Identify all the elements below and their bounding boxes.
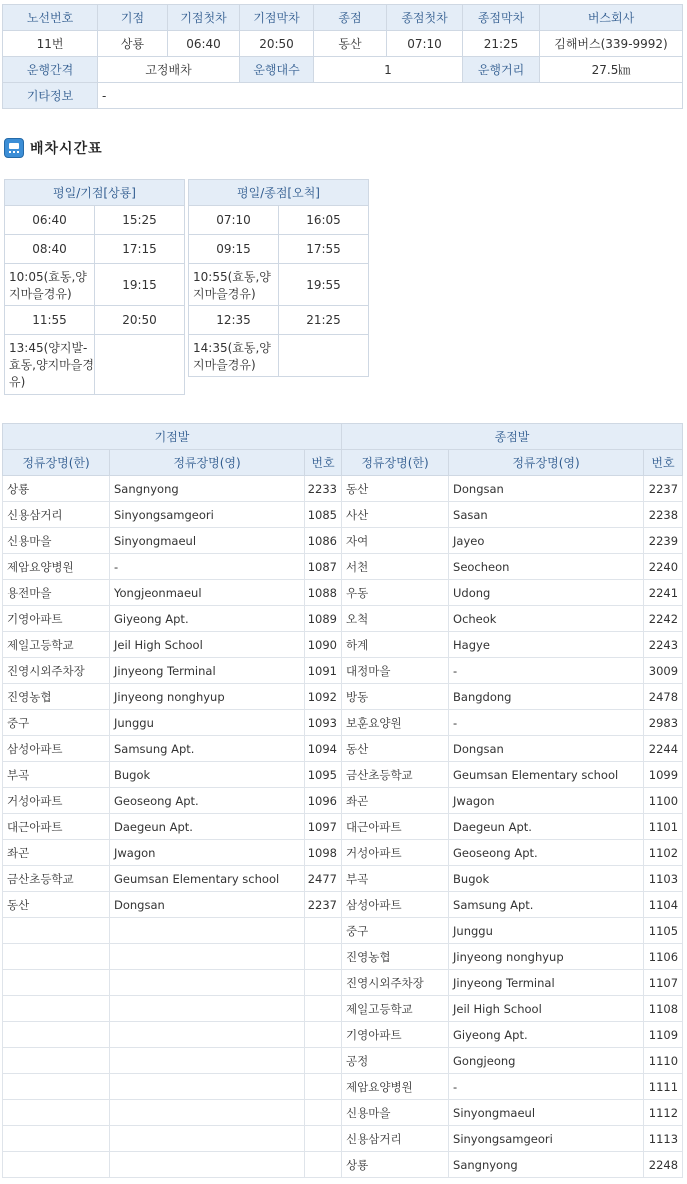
stop-name-en: Daegeun Apt. <box>110 814 305 840</box>
stop-name-kr: 동산 <box>342 736 449 762</box>
stop-number <box>305 1074 342 1100</box>
table-row <box>3 866 683 892</box>
departure-time: 19:55 <box>279 264 369 306</box>
timetable-row <box>189 264 369 306</box>
stops-table <box>2 423 683 1178</box>
stop-number: 1110 <box>644 1048 683 1074</box>
stop-number: 1097 <box>305 814 342 840</box>
table-row <box>3 762 683 788</box>
stop-number <box>305 1152 342 1178</box>
departure-time: 16:05 <box>279 206 369 235</box>
header-origin-last: 기점막차 <box>240 5 314 31</box>
stop-name-kr: 상룡 <box>342 1152 449 1178</box>
stop-name-kr <box>3 996 110 1022</box>
stop-name-en: Samsung Apt. <box>110 736 305 762</box>
stop-number <box>305 1126 342 1152</box>
timetable-row <box>189 206 369 235</box>
stop-number <box>305 1048 342 1074</box>
timetable-row <box>5 335 185 395</box>
stop-name-kr: 신용마을 <box>3 528 110 554</box>
stop-name-en: Jinyeong Terminal <box>110 658 305 684</box>
stop-name-en <box>110 970 305 996</box>
departure-time: 11:55 <box>5 306 95 335</box>
departure-time: 14:35(효동,양지마을경유) <box>189 335 279 377</box>
stop-name-en: - <box>110 554 305 580</box>
stop-number: 1100 <box>644 788 683 814</box>
stop-name-en: Jayeo <box>449 528 644 554</box>
origin-first: 06:40 <box>168 31 240 57</box>
table-row <box>3 814 683 840</box>
departure-time: 15:25 <box>95 206 185 235</box>
terminus-departures-header: 종점발 <box>342 424 683 450</box>
stop-number: 1089 <box>305 606 342 632</box>
stop-name-en: Jeil High School <box>449 996 644 1022</box>
stop-name-en: Geumsan Elementary school <box>449 762 644 788</box>
stop-name-kr: 자여 <box>342 528 449 554</box>
stop-number <box>305 1100 342 1126</box>
table-row <box>3 1074 683 1100</box>
section-title-text: 배차시간표 <box>30 141 103 157</box>
table-row <box>3 1126 683 1152</box>
etc-label: 기타정보 <box>3 83 98 109</box>
bus-company: 김해버스(339-9992) <box>540 31 683 57</box>
timetable-section-title <box>4 138 103 158</box>
stop-number <box>305 970 342 996</box>
departure-time: 06:40 <box>5 206 95 235</box>
stop-name-kr: 우동 <box>342 580 449 606</box>
vehicle-count-value: 1 <box>314 57 463 83</box>
stop-number: 1094 <box>305 736 342 762</box>
distance-value: 27.5㎞ <box>540 57 683 83</box>
timetable-row <box>189 306 369 335</box>
stop-number: 1091 <box>305 658 342 684</box>
stop-number: 2241 <box>644 580 683 606</box>
stop-name-en: Seocheon <box>449 554 644 580</box>
stop-number: 1109 <box>644 1022 683 1048</box>
header-terminus-first: 종점첫차 <box>387 5 463 31</box>
stop-name-en: Dongsan <box>449 736 644 762</box>
stop-number: 1088 <box>305 580 342 606</box>
stop-name-en: - <box>449 658 644 684</box>
timetable-row <box>5 306 185 335</box>
route-info-table <box>2 4 683 109</box>
stop-name-en <box>110 1126 305 1152</box>
stop-name-kr: 중구 <box>342 918 449 944</box>
departure-time <box>95 335 185 395</box>
stop-name-en: Hagye <box>449 632 644 658</box>
stop-number: 1085 <box>305 502 342 528</box>
stop-name-kr: 제암요양병원 <box>342 1074 449 1100</box>
table-row <box>3 528 683 554</box>
stop-number <box>305 1022 342 1048</box>
stop-name-kr: 용전마을 <box>3 580 110 606</box>
terminus: 동산 <box>314 31 387 57</box>
stop-name-kr: 부곡 <box>342 866 449 892</box>
table-row <box>3 840 683 866</box>
stop-number: 2239 <box>644 528 683 554</box>
stop-name-kr: 좌곤 <box>3 840 110 866</box>
interval-label: 운행간격 <box>3 57 98 83</box>
stop-name-en: Junggu <box>449 918 644 944</box>
stop-number: 1099 <box>644 762 683 788</box>
stop-name-en: Gongjeong <box>449 1048 644 1074</box>
header-route-number: 노선번호 <box>3 5 98 31</box>
timetable-terminus <box>188 179 369 377</box>
stop-number: 1107 <box>644 970 683 996</box>
stop-name-kr: 중구 <box>3 710 110 736</box>
stop-number: 1095 <box>305 762 342 788</box>
stop-name-kr: 동산 <box>342 476 449 502</box>
stop-number: 1113 <box>644 1126 683 1152</box>
stop-name-kr: 부곡 <box>3 762 110 788</box>
stop-name-en <box>110 1022 305 1048</box>
stop-name-kr: 거성아파트 <box>342 840 449 866</box>
stop-name-en <box>110 918 305 944</box>
table-row <box>3 944 683 970</box>
route-info-value-row <box>3 31 683 57</box>
stop-name-en: Ocheok <box>449 606 644 632</box>
stop-number: 1096 <box>305 788 342 814</box>
stop-name-kr <box>3 944 110 970</box>
stop-name-en: Jeil High School <box>110 632 305 658</box>
table-row <box>3 1048 683 1074</box>
stops-column-row <box>3 450 683 476</box>
stop-name-en: Dongsan <box>110 892 305 918</box>
stop-name-en: Sinyongmaeul <box>449 1100 644 1126</box>
stop-name-en: Bugok <box>110 762 305 788</box>
departure-time: 21:25 <box>279 306 369 335</box>
table-row <box>3 970 683 996</box>
departure-time: 10:05(효동,양지마을경유) <box>5 264 95 306</box>
stop-name-en: Sinyongsamgeori <box>449 1126 644 1152</box>
stop-name-en: Geumsan Elementary school <box>110 866 305 892</box>
stop-name-kr: 신용마을 <box>342 1100 449 1126</box>
header-terminus-last: 종점막차 <box>463 5 540 31</box>
table-row <box>3 632 683 658</box>
stop-name-kr: 진영농협 <box>342 944 449 970</box>
bus-icon <box>4 138 24 158</box>
stop-name-en: Udong <box>449 580 644 606</box>
stop-name-en: Jwagon <box>110 840 305 866</box>
interval-value: 고정배차 <box>98 57 240 83</box>
table-row <box>3 710 683 736</box>
timetable-row <box>5 264 185 306</box>
stop-name-en: Jinyeong Terminal <box>449 970 644 996</box>
stop-name-en: Jinyeong nonghyup <box>110 684 305 710</box>
stop-name-kr <box>3 1048 110 1074</box>
stop-number: 1087 <box>305 554 342 580</box>
stop-name-en: Jwagon <box>449 788 644 814</box>
stop-name-en: Bangdong <box>449 684 644 710</box>
stop-name-kr: 대정마을 <box>342 658 449 684</box>
column-stop-number: 번호 <box>305 450 342 476</box>
stop-name-kr: 신용삼거리 <box>342 1126 449 1152</box>
table-row <box>3 554 683 580</box>
stop-name-kr: 사산 <box>342 502 449 528</box>
stop-number: 1105 <box>644 918 683 944</box>
stop-name-en: - <box>449 710 644 736</box>
stop-number: 2238 <box>644 502 683 528</box>
table-row <box>3 502 683 528</box>
stop-name-kr <box>3 918 110 944</box>
stop-number <box>305 918 342 944</box>
departure-time: 19:15 <box>95 264 185 306</box>
origin: 상룡 <box>98 31 168 57</box>
stop-number: 1093 <box>305 710 342 736</box>
stop-name-kr <box>3 1100 110 1126</box>
stop-name-kr: 상룡 <box>3 476 110 502</box>
stop-number: 1102 <box>644 840 683 866</box>
header-terminus: 종점 <box>314 5 387 31</box>
stop-number <box>305 944 342 970</box>
stop-number: 2237 <box>644 476 683 502</box>
departure-time: 20:50 <box>95 306 185 335</box>
stop-name-en <box>110 996 305 1022</box>
stop-name-kr <box>3 1074 110 1100</box>
stop-name-en: Geoseong Apt. <box>110 788 305 814</box>
stop-name-en: Yongjeonmaeul <box>110 580 305 606</box>
timetable-origin-title: 평일/기점[상룡] <box>5 180 185 206</box>
departure-time: 12:35 <box>189 306 279 335</box>
departure-time: 17:15 <box>95 235 185 264</box>
stop-name-kr: 하계 <box>342 632 449 658</box>
departure-time <box>279 335 369 377</box>
stop-name-kr <box>3 1126 110 1152</box>
stop-name-en: Geoseong Apt. <box>449 840 644 866</box>
stop-name-en: Giyeong Apt. <box>110 606 305 632</box>
column-stop-name-kr: 정류장명(한) <box>342 450 449 476</box>
stop-name-kr: 삼성아파트 <box>3 736 110 762</box>
route-info-ops-row <box>3 57 683 83</box>
timetable-row <box>5 235 185 264</box>
stop-name-kr: 오척 <box>342 606 449 632</box>
origin-departures-header: 기점발 <box>3 424 342 450</box>
stop-number: 1106 <box>644 944 683 970</box>
stop-name-en: Samsung Apt. <box>449 892 644 918</box>
stop-name-kr: 진영시외주차장 <box>3 658 110 684</box>
stop-name-en: - <box>449 1074 644 1100</box>
column-stop-name-kr: 정류장명(한) <box>3 450 110 476</box>
stop-number: 1101 <box>644 814 683 840</box>
stop-number: 1092 <box>305 684 342 710</box>
distance-label: 운행거리 <box>463 57 540 83</box>
stop-number: 2240 <box>644 554 683 580</box>
stop-name-kr: 대근아파트 <box>3 814 110 840</box>
stop-number: 2243 <box>644 632 683 658</box>
stop-number: 2477 <box>305 866 342 892</box>
stop-number: 1086 <box>305 528 342 554</box>
timetable-row <box>5 206 185 235</box>
stop-name-en: Sinyongsamgeori <box>110 502 305 528</box>
stop-number: 1098 <box>305 840 342 866</box>
stop-name-kr: 금산초등학교 <box>3 866 110 892</box>
stop-number: 1108 <box>644 996 683 1022</box>
stop-number: 1112 <box>644 1100 683 1126</box>
departure-time: 09:15 <box>189 235 279 264</box>
stop-name-en: Sinyongmaeul <box>110 528 305 554</box>
stop-number: 2233 <box>305 476 342 502</box>
column-stop-name-en: 정류장명(영) <box>110 450 305 476</box>
stop-name-kr <box>3 970 110 996</box>
stop-number: 2983 <box>644 710 683 736</box>
stop-number: 1111 <box>644 1074 683 1100</box>
departure-time: 07:10 <box>189 206 279 235</box>
departure-time: 08:40 <box>5 235 95 264</box>
stop-number: 2248 <box>644 1152 683 1178</box>
vehicle-count-label: 운행대수 <box>240 57 314 83</box>
route-number: 11번 <box>3 31 98 57</box>
departure-time: 17:55 <box>279 235 369 264</box>
table-row <box>3 606 683 632</box>
origin-last: 20:50 <box>240 31 314 57</box>
stop-name-kr: 기영아파트 <box>3 606 110 632</box>
stop-name-kr: 제일고등학교 <box>3 632 110 658</box>
stop-name-kr: 보훈요양원 <box>342 710 449 736</box>
departure-time: 13:45(양지발-효동,양지마을경유) <box>5 335 95 395</box>
stop-name-kr: 삼성아파트 <box>342 892 449 918</box>
stop-name-en: Daegeun Apt. <box>449 814 644 840</box>
stop-name-en <box>110 1152 305 1178</box>
table-row <box>3 1022 683 1048</box>
etc-value: - <box>98 83 683 109</box>
stop-number: 2242 <box>644 606 683 632</box>
table-row <box>3 918 683 944</box>
stop-number: 2478 <box>644 684 683 710</box>
stop-name-kr: 좌곤 <box>342 788 449 814</box>
stop-number: 1090 <box>305 632 342 658</box>
stop-name-kr: 진영시외주차장 <box>342 970 449 996</box>
terminus-last: 21:25 <box>463 31 540 57</box>
table-row <box>3 580 683 606</box>
stop-name-kr <box>3 1022 110 1048</box>
stop-name-en <box>110 1100 305 1126</box>
table-row <box>3 476 683 502</box>
table-row <box>3 892 683 918</box>
departure-time: 10:55(효동,양지마을경유) <box>189 264 279 306</box>
timetable-row <box>189 235 369 264</box>
stop-name-en: Sangnyong <box>449 1152 644 1178</box>
table-row <box>3 684 683 710</box>
stop-name-en <box>110 1048 305 1074</box>
stop-name-en: Sasan <box>449 502 644 528</box>
timetable-row <box>189 335 369 377</box>
stop-name-kr: 대근아파트 <box>342 814 449 840</box>
stop-name-kr: 방동 <box>342 684 449 710</box>
table-row <box>3 1152 683 1178</box>
terminus-first: 07:10 <box>387 31 463 57</box>
column-stop-number: 번호 <box>644 450 683 476</box>
header-origin: 기점 <box>98 5 168 31</box>
stop-name-en <box>110 1074 305 1100</box>
stop-name-kr: 서천 <box>342 554 449 580</box>
stop-name-kr: 제일고등학교 <box>342 996 449 1022</box>
stop-name-kr: 동산 <box>3 892 110 918</box>
stop-name-en: Dongsan <box>449 476 644 502</box>
stop-name-kr <box>3 1152 110 1178</box>
stop-name-kr: 진영농협 <box>3 684 110 710</box>
route-info-etc-row <box>3 83 683 109</box>
column-stop-name-en: 정류장명(영) <box>449 450 644 476</box>
table-row <box>3 1100 683 1126</box>
stop-name-en: Bugok <box>449 866 644 892</box>
stop-number <box>305 996 342 1022</box>
timetable-origin <box>4 179 185 395</box>
table-row <box>3 658 683 684</box>
stop-number: 1103 <box>644 866 683 892</box>
table-row <box>3 736 683 762</box>
stop-number: 2244 <box>644 736 683 762</box>
stop-number: 2237 <box>305 892 342 918</box>
stop-name-kr: 금산초등학교 <box>342 762 449 788</box>
stop-name-kr: 거성아파트 <box>3 788 110 814</box>
stops-group-row <box>3 424 683 450</box>
stop-name-kr: 제암요양병원 <box>3 554 110 580</box>
route-info-header-row <box>3 5 683 31</box>
header-origin-first: 기점첫차 <box>168 5 240 31</box>
stop-number: 1104 <box>644 892 683 918</box>
stop-name-kr: 신용삼거리 <box>3 502 110 528</box>
stop-name-en: Junggu <box>110 710 305 736</box>
table-row <box>3 996 683 1022</box>
stop-name-kr: 공정 <box>342 1048 449 1074</box>
stop-number: 3009 <box>644 658 683 684</box>
timetable-terminus-title: 평일/종점[오척] <box>189 180 369 206</box>
stop-name-en <box>110 944 305 970</box>
stop-name-en: Giyeong Apt. <box>449 1022 644 1048</box>
stop-name-en: Sangnyong <box>110 476 305 502</box>
table-row <box>3 788 683 814</box>
header-bus-company: 버스회사 <box>540 5 683 31</box>
stop-name-kr: 기영아파트 <box>342 1022 449 1048</box>
stop-name-en: Jinyeong nonghyup <box>449 944 644 970</box>
